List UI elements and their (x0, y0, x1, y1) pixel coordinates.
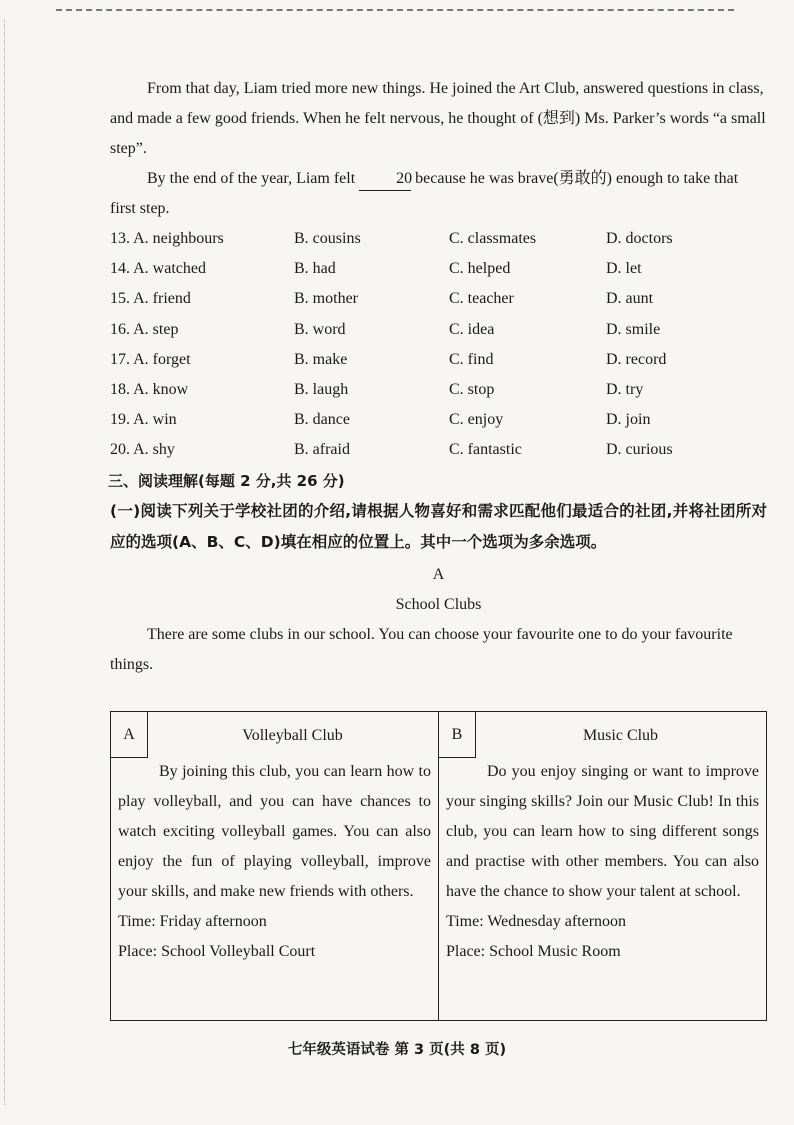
option-d: D. let (606, 260, 642, 278)
option-a: 13. A. neighbours (110, 230, 224, 248)
clubs-table (110, 711, 767, 1021)
option-a: 18. A. know (110, 381, 189, 399)
option-row (110, 405, 767, 435)
option-a: 15. A. friend (110, 290, 191, 308)
club-letter: A (111, 712, 148, 758)
option-row (110, 435, 767, 465)
option-a: 17. A. forget (110, 350, 191, 368)
option-d: D. doctors (606, 230, 673, 248)
option-row (110, 224, 767, 254)
club-name: Music Club (582, 727, 659, 744)
exam-page (110, 74, 767, 680)
option-c: C. find (449, 350, 494, 368)
option-c: C. teacher (449, 290, 514, 308)
option-c: C. helped (449, 260, 511, 278)
page-footer: 七年级英语试卷 第 3 页(共 8 页) (287, 1042, 507, 1058)
option-d: D. join (606, 411, 651, 429)
section-instruction: (一)阅读下列关于学校社团的介绍,请根据人物喜好和需求匹配他们最适合的社团,并将社团所对应的选项(A、B、C、D)填在相应的位置上。其中一个选项为多余选项。 (110, 501, 767, 551)
option-c: C. classmates (449, 230, 537, 248)
club-body (111, 757, 438, 967)
club-place: Place: School Volleyball Court (118, 943, 316, 960)
passage-paragraph-1: From that day, Liam tried more new things. He joined the Art Club, answered questions in class, and made a few good friends. When he felt nervous, he thought of (想到) Ms. Parker’s words “a small step”. (110, 80, 766, 157)
option-row (110, 375, 767, 405)
option-a: 16. A. step (110, 320, 179, 338)
option-b: B. make (294, 350, 348, 368)
club-time: Time: Wednesday afternoon (446, 913, 627, 930)
option-c: C. enjoy (449, 411, 504, 429)
option-d: D. try (606, 381, 644, 399)
club-letter: B (439, 712, 476, 758)
option-b: B. cousins (294, 230, 361, 248)
club-body (439, 757, 766, 967)
options-list (110, 224, 767, 466)
option-b: B. laugh (294, 381, 349, 399)
option-b: B. dance (294, 411, 350, 429)
option-c: C. stop (449, 381, 495, 399)
club-name: Volleyball Club (242, 727, 343, 744)
option-b: B. had (294, 260, 336, 278)
option-row (110, 345, 767, 375)
option-d: D. smile (606, 320, 661, 338)
option-row (110, 315, 767, 345)
option-b: B. afraid (294, 441, 350, 459)
option-d: D. aunt (606, 290, 654, 308)
passage-intro: There are some clubs in our school. You can choose your favourite one to do your favourite things. (110, 625, 733, 673)
option-row (110, 254, 767, 284)
option-c: C. fantastic (449, 441, 522, 459)
club-time: Time: Friday afternoon (118, 913, 267, 930)
part-letter: A (432, 565, 445, 583)
option-a: 20. A. shy (110, 441, 175, 459)
para2-after: because he was brave(勇敢的) enough to take that first step. (110, 170, 739, 217)
club-card-volleyball (111, 712, 438, 1020)
blank-20: 20 (359, 168, 411, 191)
option-a: 19. A. win (110, 411, 177, 429)
option-d: D. curious (606, 441, 673, 459)
binding-edge (4, 20, 5, 1105)
club-description: Do you enjoy singing or want to improve your singing skills? Join our Music Club! In this club, you can learn how to sing different songs and practise with other members. You can also have the chance to show your talent at school. (446, 763, 759, 900)
club-description: By joining this club, you can learn how to play volleyball, and you can have chances to watch exciting volleyball games. You can also enjoy the fun of playing volleyball, improve your skills, and make new friends with others. (118, 763, 431, 900)
option-c: C. idea (449, 320, 495, 338)
passage-title: School Clubs (395, 595, 482, 613)
option-d: D. record (606, 350, 667, 368)
club-card-music (438, 712, 766, 1020)
option-b: B. mother (294, 290, 358, 308)
option-a: 14. A. watched (110, 260, 206, 278)
passage-paragraph-2 (110, 164, 767, 224)
option-row (110, 284, 767, 314)
header-rule (56, 9, 734, 11)
section-heading: 三、阅读理解(每题 2 分,共 26 分) (108, 471, 345, 490)
para2-before: By the end of the year, Liam felt (147, 170, 356, 187)
club-place: Place: School Music Room (446, 943, 621, 960)
option-b: B. word (294, 320, 346, 338)
